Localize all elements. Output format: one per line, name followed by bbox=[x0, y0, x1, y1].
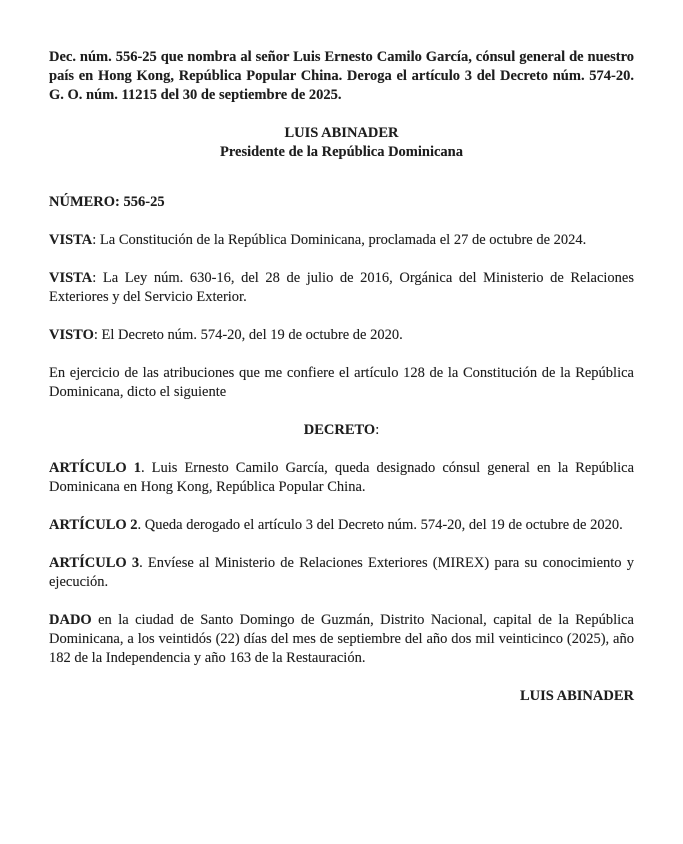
letterhead bbox=[49, 124, 634, 162]
recital-visto bbox=[49, 326, 634, 345]
recital-text: : El Decreto núm. 574-20, del 19 de octubre de 2020. bbox=[93, 327, 403, 343]
article-label: ARTÍCULO 3 bbox=[49, 555, 140, 571]
article-label: ARTÍCULO 2 bbox=[49, 517, 138, 533]
recital-label: VISTA bbox=[49, 270, 93, 286]
president-name-heading: LUIS ABINADER bbox=[284, 125, 399, 141]
decree-number-line: NÚMERO: 556-25 bbox=[49, 194, 165, 210]
article-1 bbox=[49, 459, 634, 497]
decree-heading bbox=[49, 421, 634, 440]
decree-headnote: Dec. núm. 556-25 que nombra al señor Luis Ernesto Camilo García, cónsul general de nuestro país en Hong Kong, República Popular China. Deroga el artículo 3 del Decreto núm. 574-20. G. O. núm. 11215 del 30 de septiembre de 2025. bbox=[49, 49, 634, 103]
signature-name: LUIS ABINADER bbox=[519, 688, 634, 704]
article-text: . Luis Ernesto Camilo García, queda designado cónsul general en la República Dominicana en Hong Kong, República Popular China. bbox=[49, 460, 635, 495]
recital-vista-1 bbox=[49, 231, 634, 250]
recital-text: : La Constitución de la República Dominicana, proclamada el 27 de octubre de 2024. bbox=[92, 232, 587, 248]
preamble-paragraph: En ejercicio de las atribuciones que me confiere el artículo 128 de la Constitución de la República Dominicana, dicto el siguiente bbox=[49, 365, 634, 400]
article-label: ARTÍCULO 1 bbox=[49, 460, 141, 476]
article-3 bbox=[49, 554, 634, 592]
recital-label: VISTO bbox=[49, 327, 94, 343]
recital-label: VISTA bbox=[49, 232, 93, 248]
closing-paragraph bbox=[49, 611, 634, 668]
article-text: . Envíese al Ministerio de Relaciones Exteriores (MIREX) para su conocimiento y ejecución. bbox=[49, 555, 634, 590]
article-2 bbox=[49, 516, 634, 535]
recital-vista-2 bbox=[49, 269, 634, 307]
decree-heading-label: DECRETO bbox=[303, 422, 376, 438]
recital-text: : La Ley núm. 630-16, del 28 de julio de 2016, Orgánica del Ministerio de Relaciones Exteriores y del Servicio Exterior. bbox=[49, 270, 634, 305]
president-title-heading: Presidente de la República Dominicana bbox=[219, 144, 463, 160]
closing-label: DADO bbox=[49, 612, 92, 628]
closing-text: en la ciudad de Santo Domingo de Guzmán, Distrito Nacional, capital de la República Dominicana, a los veintidós (22) días del mes de septiembre del año dos mil veinticinco (2025), año 182 de la Independencia y año 163 de la Restauración. bbox=[49, 612, 634, 666]
article-text: . Queda derogado el artículo 3 del Decreto núm. 574-20, del 19 de octubre de 2020. bbox=[137, 517, 623, 533]
decree-heading-colon: : bbox=[375, 422, 380, 438]
